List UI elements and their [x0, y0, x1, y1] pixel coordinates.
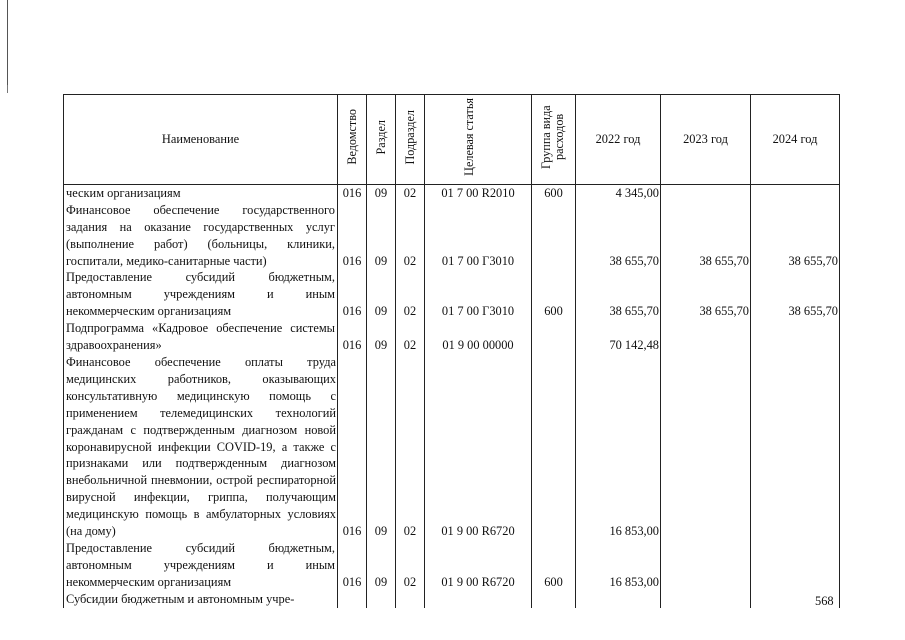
row-target: 01 7 00 Г3010 — [425, 202, 532, 270]
row-2023 — [661, 320, 751, 354]
row-expense-group: 600 — [532, 540, 576, 591]
row-name: Предоставление субсидий бюджетным, автономным учреждениям и иным некоммерческим организациям — [64, 269, 338, 320]
row-2024: 38 655,70 — [751, 269, 840, 320]
row-vedomstvo: 016 — [338, 354, 367, 540]
row-target: 01 9 00 R6720 — [425, 540, 532, 591]
row-2023 — [661, 354, 751, 540]
table-row — [64, 591, 840, 608]
row-2024 — [751, 320, 840, 354]
row-2023: 38 655,70 — [661, 202, 751, 270]
row-razdel: 09 — [367, 184, 396, 201]
row-podrazdel: 02 — [396, 354, 425, 540]
row-razdel — [367, 591, 396, 608]
row-expense-group: 600 — [532, 184, 576, 201]
row-2023: 38 655,70 — [661, 269, 751, 320]
row-target: 01 9 00 R6720 — [425, 354, 532, 540]
header-2024: 2024 год — [751, 95, 840, 185]
row-target — [425, 591, 532, 608]
header-target: Целевая статья — [425, 95, 532, 185]
row-name: ческим организациям — [64, 184, 338, 201]
row-podrazdel: 02 — [396, 540, 425, 591]
row-name: Предоставление субсидий бюджетным, автономным учреждениям и иным некоммерческим организациям — [64, 540, 338, 591]
row-2023 — [661, 591, 751, 608]
row-razdel: 09 — [367, 540, 396, 591]
row-2024: 38 655,70 — [751, 202, 840, 270]
table-row — [64, 540, 840, 591]
row-podrazdel: 02 — [396, 269, 425, 320]
table-header-row — [64, 95, 840, 185]
row-2022 — [576, 591, 661, 608]
row-name: Финансовое обеспечение государственного задания на оказание государственных услуг (выполнение работ) (больницы, клиники, госпитали, медико-санитарные части) — [64, 202, 338, 270]
row-razdel: 09 — [367, 269, 396, 320]
scan-edge-mark-lower — [7, 85, 8, 93]
row-vedomstvo: 016 — [338, 540, 367, 591]
row-vedomstvo: 016 — [338, 320, 367, 354]
table-row — [64, 184, 840, 201]
header-vedomstvo: Ведомство — [338, 95, 367, 185]
row-2024 — [751, 354, 840, 540]
budget-table — [63, 94, 840, 608]
row-vedomstvo: 016 — [338, 184, 367, 201]
row-2022: 70 142,48 — [576, 320, 661, 354]
row-razdel: 09 — [367, 354, 396, 540]
row-2022: 4 345,00 — [576, 184, 661, 201]
table-row — [64, 202, 840, 270]
row-name: Субсидии бюджетным и автономным учре- — [64, 591, 338, 608]
row-expense-group — [532, 202, 576, 270]
row-2023 — [661, 184, 751, 201]
row-podrazdel: 02 — [396, 320, 425, 354]
row-razdel: 09 — [367, 320, 396, 354]
row-2022: 38 655,70 — [576, 202, 661, 270]
row-expense-group — [532, 591, 576, 608]
table-row — [64, 269, 840, 320]
row-expense-group — [532, 320, 576, 354]
header-podrazdel: Подраздел — [396, 95, 425, 185]
header-name: Наименование — [64, 95, 338, 185]
row-vedomstvo — [338, 591, 367, 608]
row-2023 — [661, 540, 751, 591]
header-2023: 2023 год — [661, 95, 751, 185]
scan-edge-mark — [7, 0, 8, 92]
page-number: 568 — [815, 594, 834, 608]
row-2024 — [751, 540, 840, 591]
row-2024 — [751, 184, 840, 201]
row-name: Подпрограмма «Кадровое обеспечение системы здравоохранения» — [64, 320, 338, 354]
table-row — [64, 320, 840, 354]
row-name: Финансовое обеспечение оплаты труда медицинских работников, оказывающих консультативную медицинскую помощь с применением телемедицинских технологий гражданам с подтвержденным диагнозом новой коронавирусной инфекции COVID-19, а также с признаками или подтвержденным диагнозом внебольничной пневмонии, острой респираторной вирусной инфекции, гриппа, получающим медицинскую помощь в амбулаторных условиях (на дому) — [64, 354, 338, 540]
row-expense-group: 600 — [532, 269, 576, 320]
row-2022: 16 853,00 — [576, 540, 661, 591]
row-expense-group — [532, 354, 576, 540]
row-target: 01 7 00 R2010 — [425, 184, 532, 201]
table-row — [64, 354, 840, 540]
header-razdel: Раздел — [367, 95, 396, 185]
row-target: 01 9 00 00000 — [425, 320, 532, 354]
row-podrazdel: 02 — [396, 202, 425, 270]
row-podrazdel — [396, 591, 425, 608]
row-podrazdel: 02 — [396, 184, 425, 201]
header-2022: 2022 год — [576, 95, 661, 185]
row-vedomstvo: 016 — [338, 202, 367, 270]
row-target: 01 7 00 Г3010 — [425, 269, 532, 320]
header-expense-group: Группа вида расходов — [532, 95, 576, 185]
row-razdel: 09 — [367, 202, 396, 270]
row-2022: 38 655,70 — [576, 269, 661, 320]
row-vedomstvo: 016 — [338, 269, 367, 320]
row-2022: 16 853,00 — [576, 354, 661, 540]
